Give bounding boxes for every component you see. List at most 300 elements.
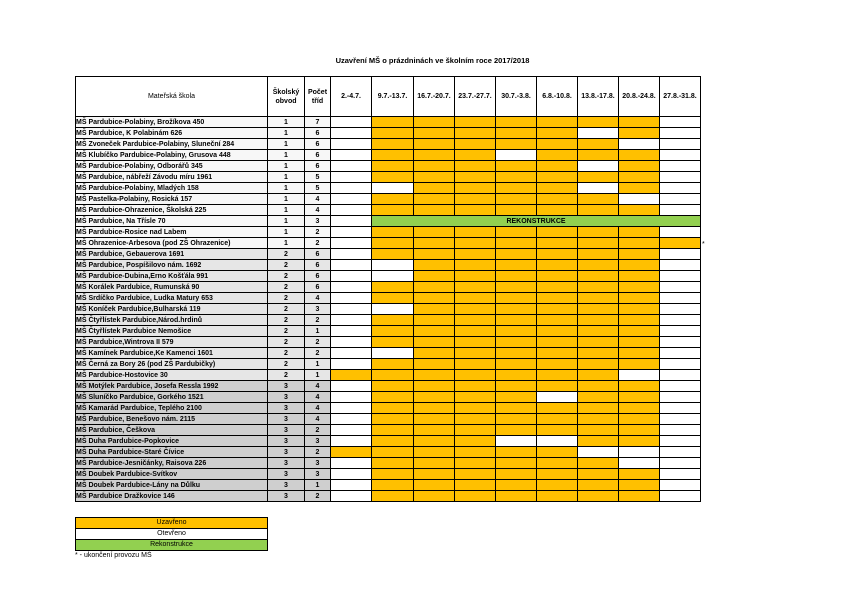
week-cell-open (660, 282, 701, 293)
school-name: MŠ Pardubice-Polabiny, Odborářů 345 (76, 161, 268, 172)
class-count: 5 (305, 183, 331, 194)
week-cell-closed (496, 139, 537, 150)
week-cell-closed (578, 414, 619, 425)
week-cell-closed (537, 425, 578, 436)
week-cell-closed (619, 282, 660, 293)
week-cell-closed (578, 260, 619, 271)
week-cell-closed (619, 271, 660, 282)
week-cell-closed (372, 205, 414, 216)
week-cell-closed (455, 359, 496, 370)
week-cell-closed (537, 326, 578, 337)
week-cell-closed (537, 447, 578, 458)
class-count: 6 (305, 249, 331, 260)
week-cell-open (619, 370, 660, 381)
school-district: 1 (268, 128, 305, 139)
week-cell-closed (619, 425, 660, 436)
week-cell-open (660, 392, 701, 403)
week-cell-closed (619, 183, 660, 194)
week-cell-open (331, 205, 372, 216)
week-cell-closed (414, 337, 455, 348)
week-cell-closed (578, 293, 619, 304)
school-district: 3 (268, 436, 305, 447)
header-week: 23.7.-27.7. (455, 77, 496, 117)
table-row (76, 315, 701, 326)
week-cell-open (331, 128, 372, 139)
week-cell-open (660, 414, 701, 425)
school-name: MŠ Motýlek Pardubice, Josefa Ressla 1992 (76, 381, 268, 392)
week-cell-closed (537, 227, 578, 238)
table-row (76, 359, 701, 370)
week-cell-closed (372, 458, 414, 469)
week-cell-open (331, 172, 372, 183)
week-cell-closed (372, 337, 414, 348)
school-name: MŠ Duha Pardubice-Popkovice (76, 436, 268, 447)
week-cell-closed (537, 117, 578, 128)
school-name: MŠ Pardubice, nábřeží Závodu míru 1961 (76, 172, 268, 183)
week-cell-closed (496, 315, 537, 326)
week-cell-closed (619, 161, 660, 172)
week-cell-closed (537, 381, 578, 392)
school-district: 3 (268, 491, 305, 502)
week-cell-closed (578, 469, 619, 480)
week-cell-closed (496, 271, 537, 282)
school-name: MŠ Kamarád Pardubice, Teplého 2100 (76, 403, 268, 414)
week-cell-closed (372, 139, 414, 150)
week-cell-closed (537, 458, 578, 469)
table-row (76, 436, 701, 447)
table-row (76, 293, 701, 304)
week-cell-closed (578, 194, 619, 205)
school-district: 3 (268, 480, 305, 491)
class-count: 1 (305, 326, 331, 337)
week-cell-closed (414, 227, 455, 238)
week-cell-closed (372, 117, 414, 128)
school-district: 1 (268, 194, 305, 205)
table-row (76, 282, 701, 293)
week-cell-closed (455, 205, 496, 216)
week-cell-closed (455, 172, 496, 183)
week-cell-open (660, 304, 701, 315)
table-row (76, 469, 701, 480)
week-cell-open (660, 381, 701, 392)
week-cell-closed (619, 480, 660, 491)
week-cell-closed (372, 282, 414, 293)
week-cell-closed (537, 238, 578, 249)
week-cell-open (331, 150, 372, 161)
class-count: 3 (305, 469, 331, 480)
table-row (76, 117, 701, 128)
school-name: MŠ Pardubice,Wintrova II 579 (76, 337, 268, 348)
class-count: 3 (305, 216, 331, 227)
week-cell-open (578, 161, 619, 172)
class-count: 1 (305, 359, 331, 370)
week-cell-closed (372, 414, 414, 425)
week-cell-open (331, 249, 372, 260)
header-district: Školský obvod (268, 77, 305, 117)
week-cell-closed (372, 469, 414, 480)
school-district: 1 (268, 161, 305, 172)
week-cell-open (331, 260, 372, 271)
week-cell-open (660, 227, 701, 238)
school-district: 2 (268, 337, 305, 348)
week-cell-closed (537, 205, 578, 216)
week-cell-closed (496, 447, 537, 458)
school-name: MŠ Pardubice, Češkova (76, 425, 268, 436)
class-count: 6 (305, 271, 331, 282)
week-cell-closed (578, 425, 619, 436)
week-cell-closed (331, 370, 372, 381)
class-count: 3 (305, 458, 331, 469)
week-cell-closed (619, 260, 660, 271)
week-cell-closed (414, 183, 455, 194)
week-cell-open (660, 139, 701, 150)
school-name: MŠ Černá za Bory 26 (pod ZŠ Pardubičky) (76, 359, 268, 370)
week-cell-open (660, 117, 701, 128)
table-row (76, 447, 701, 458)
class-count: 1 (305, 480, 331, 491)
week-cell-open (660, 194, 701, 205)
week-cell-open (331, 304, 372, 315)
school-name: MŠ Doubek Pardubice-Lány na Důlku (76, 480, 268, 491)
week-cell-closed (537, 315, 578, 326)
week-cell-closed (372, 359, 414, 370)
class-count: 4 (305, 392, 331, 403)
week-cell-closed (455, 370, 496, 381)
week-cell-open (660, 183, 701, 194)
week-cell-open (331, 315, 372, 326)
header-classes: Počet tříd (305, 77, 331, 117)
week-cell-closed (619, 381, 660, 392)
school-district: 2 (268, 293, 305, 304)
week-cell-closed (537, 282, 578, 293)
week-cell-open (660, 469, 701, 480)
week-cell-open (331, 161, 372, 172)
week-cell-closed (619, 392, 660, 403)
week-cell-closed (496, 293, 537, 304)
week-cell-closed (619, 469, 660, 480)
week-cell-closed (414, 403, 455, 414)
week-cell-closed (496, 238, 537, 249)
school-district: 2 (268, 326, 305, 337)
week-cell-open (372, 260, 414, 271)
week-cell-open (619, 458, 660, 469)
week-cell-closed (496, 392, 537, 403)
legend-reconstruction: Rekonstrukce (76, 540, 268, 551)
closure-asterisk: * (702, 241, 705, 248)
week-cell-closed (414, 249, 455, 260)
class-count: 2 (305, 315, 331, 326)
week-cell-open (619, 194, 660, 205)
week-cell-closed (496, 205, 537, 216)
class-count: 3 (305, 304, 331, 315)
week-cell-closed (414, 425, 455, 436)
table-row (76, 480, 701, 491)
school-name: MŠ Čtyřlístek Pardubice,Národ.hrdinů (76, 315, 268, 326)
week-cell-closed (455, 337, 496, 348)
table-row (76, 128, 701, 139)
school-district: 3 (268, 469, 305, 480)
week-cell-open (660, 293, 701, 304)
week-cell-closed (455, 238, 496, 249)
week-cell-closed (496, 359, 537, 370)
week-cell-closed (496, 414, 537, 425)
week-cell-closed (372, 436, 414, 447)
table-row (76, 227, 701, 238)
week-cell-open (331, 293, 372, 304)
week-cell-closed (578, 359, 619, 370)
week-cell-closed (619, 315, 660, 326)
week-cell-closed (537, 150, 578, 161)
week-cell-closed (578, 315, 619, 326)
week-cell-closed (619, 117, 660, 128)
page-title: Uzavření MŠ o prázdninách ve školním roce 2017/2018 (335, 56, 530, 65)
school-district: 3 (268, 381, 305, 392)
school-name: MŠ Pardubice-Dubina,Erno Košťála 991 (76, 271, 268, 282)
school-district: 1 (268, 117, 305, 128)
week-cell-closed (414, 469, 455, 480)
header-row (76, 77, 701, 117)
week-cell-closed (372, 392, 414, 403)
table-row (76, 381, 701, 392)
class-count: 2 (305, 227, 331, 238)
week-cell-closed (414, 139, 455, 150)
week-cell-closed (455, 425, 496, 436)
table-row (76, 139, 701, 150)
week-cell-closed (496, 337, 537, 348)
week-cell-closed (455, 381, 496, 392)
class-count: 4 (305, 381, 331, 392)
table-row (76, 161, 701, 172)
school-name: MŠ Pardubice, Na Třísle 70 (76, 216, 268, 227)
week-cell-open (331, 216, 372, 227)
week-cell-open (660, 370, 701, 381)
week-cell-open (660, 205, 701, 216)
school-district: 3 (268, 403, 305, 414)
week-cell-closed (414, 370, 455, 381)
class-count: 6 (305, 128, 331, 139)
week-cell-open (331, 458, 372, 469)
school-district: 1 (268, 205, 305, 216)
school-name: MŠ Pardubice-Polabiny, Mladých 158 (76, 183, 268, 194)
week-cell-closed (372, 194, 414, 205)
class-count: 4 (305, 293, 331, 304)
week-cell-closed (537, 469, 578, 480)
week-cell-closed (578, 249, 619, 260)
week-cell-closed (496, 260, 537, 271)
week-cell-closed (619, 293, 660, 304)
week-cell-closed (455, 227, 496, 238)
week-cell-closed (496, 304, 537, 315)
week-cell-closed (496, 348, 537, 359)
week-cell-open (660, 458, 701, 469)
week-cell-closed (455, 183, 496, 194)
week-cell-closed (619, 436, 660, 447)
class-count: 4 (305, 205, 331, 216)
week-cell-open (660, 128, 701, 139)
table-row (76, 271, 701, 282)
week-cell-closed (619, 238, 660, 249)
week-cell-closed (496, 249, 537, 260)
week-cell-closed (619, 227, 660, 238)
header-week: 9.7.-13.7. (372, 77, 414, 117)
class-count: 2 (305, 447, 331, 458)
week-cell-open (619, 139, 660, 150)
week-cell-closed (372, 491, 414, 502)
school-district: 2 (268, 359, 305, 370)
legend (75, 517, 268, 551)
school-name: MŠ Duha Pardubice-Staré Čívice (76, 447, 268, 458)
week-cell-open (537, 436, 578, 447)
week-cell-closed (537, 293, 578, 304)
week-cell-closed (455, 271, 496, 282)
table-row (76, 172, 701, 183)
week-cell-closed (578, 491, 619, 502)
week-cell-closed (372, 293, 414, 304)
week-cell-open (660, 161, 701, 172)
week-cell-closed (537, 403, 578, 414)
week-cell-closed (496, 381, 537, 392)
week-cell-open (660, 326, 701, 337)
week-cell-closed (537, 139, 578, 150)
week-cell-closed (537, 128, 578, 139)
header-week: 20.8.-24.8. (619, 77, 660, 117)
week-cell-open (660, 359, 701, 370)
week-cell-closed (455, 469, 496, 480)
week-cell-closed (537, 249, 578, 260)
header-week: 2.-4.7. (331, 77, 372, 117)
week-cell-closed (414, 458, 455, 469)
week-cell-closed (455, 282, 496, 293)
legend-closed: Uzavřeno (76, 518, 268, 529)
school-district: 2 (268, 370, 305, 381)
week-cell-closed (414, 205, 455, 216)
reconstruction-cell: REKONSTRUKCE (372, 216, 701, 227)
week-cell-closed (331, 447, 372, 458)
school-name: MŠ Pardubice, Benešovo nám. 2115 (76, 414, 268, 425)
week-cell-closed (414, 381, 455, 392)
class-count: 4 (305, 414, 331, 425)
week-cell-closed (455, 447, 496, 458)
week-cell-open (331, 326, 372, 337)
week-cell-closed (496, 172, 537, 183)
school-name: MŠ Pardubice, Pospíšilovo nám. 1692 (76, 260, 268, 271)
table-row (76, 370, 701, 381)
week-cell-closed (619, 304, 660, 315)
class-count: 1 (305, 370, 331, 381)
week-cell-closed (578, 458, 619, 469)
legend-open: Otevřeno (76, 529, 268, 540)
class-count: 2 (305, 238, 331, 249)
week-cell-open (537, 392, 578, 403)
school-district: 3 (268, 425, 305, 436)
week-cell-closed (496, 469, 537, 480)
week-cell-closed (414, 480, 455, 491)
school-name: MŠ Korálek Pardubice, Rumunská 90 (76, 282, 268, 293)
week-cell-closed (455, 403, 496, 414)
week-cell-closed (455, 260, 496, 271)
week-cell-closed (537, 491, 578, 502)
school-district: 3 (268, 414, 305, 425)
week-cell-closed (578, 150, 619, 161)
school-name: MŠ Pardubice-Ohrazenice, Školská 225 (76, 205, 268, 216)
class-count: 2 (305, 425, 331, 436)
week-cell-closed (578, 436, 619, 447)
week-cell-closed (619, 414, 660, 425)
week-cell-closed (414, 150, 455, 161)
week-cell-closed (496, 183, 537, 194)
school-district: 2 (268, 260, 305, 271)
week-cell-closed (578, 337, 619, 348)
week-cell-open (331, 414, 372, 425)
week-cell-closed (537, 260, 578, 271)
week-cell-closed (578, 172, 619, 183)
week-cell-closed (455, 392, 496, 403)
week-cell-closed (414, 117, 455, 128)
table-row (76, 238, 701, 249)
footnote: * - ukončení provozu MŠ (75, 552, 152, 559)
week-cell-open (660, 172, 701, 183)
week-cell-closed (372, 403, 414, 414)
week-cell-open (660, 150, 701, 161)
week-cell-closed (537, 370, 578, 381)
week-cell-closed (414, 491, 455, 502)
week-cell-closed (578, 205, 619, 216)
week-cell-closed (455, 117, 496, 128)
table-row (76, 150, 701, 161)
week-cell-closed (414, 260, 455, 271)
school-name: MŠ Pardubice-Hostovice 30 (76, 370, 268, 381)
week-cell-open (331, 337, 372, 348)
week-cell-open (372, 304, 414, 315)
week-cell-open (578, 447, 619, 458)
school-district: 2 (268, 304, 305, 315)
school-district: 1 (268, 183, 305, 194)
week-cell-closed (372, 249, 414, 260)
week-cell-closed (619, 403, 660, 414)
week-cell-open (331, 117, 372, 128)
week-cell-closed (578, 370, 619, 381)
table-body (76, 117, 701, 502)
week-cell-open (331, 491, 372, 502)
week-cell-closed (578, 117, 619, 128)
week-cell-closed (578, 392, 619, 403)
week-cell-closed (496, 370, 537, 381)
week-cell-open (496, 150, 537, 161)
week-cell-closed (455, 128, 496, 139)
table-row (76, 337, 701, 348)
week-cell-closed (414, 172, 455, 183)
week-cell-closed (455, 194, 496, 205)
class-count: 6 (305, 161, 331, 172)
week-cell-closed (455, 249, 496, 260)
table-row (76, 183, 701, 194)
week-cell-closed (414, 238, 455, 249)
week-cell-closed (578, 238, 619, 249)
week-cell-open (660, 425, 701, 436)
week-cell-open (372, 348, 414, 359)
week-cell-closed (537, 172, 578, 183)
week-cell-open (331, 359, 372, 370)
school-district: 1 (268, 150, 305, 161)
week-cell-closed (372, 326, 414, 337)
header-week: 27.8.-31.8. (660, 77, 701, 117)
week-cell-closed (414, 348, 455, 359)
school-district: 2 (268, 348, 305, 359)
week-cell-closed (578, 304, 619, 315)
week-cell-closed (414, 304, 455, 315)
week-cell-open (331, 183, 372, 194)
week-cell-open (331, 425, 372, 436)
